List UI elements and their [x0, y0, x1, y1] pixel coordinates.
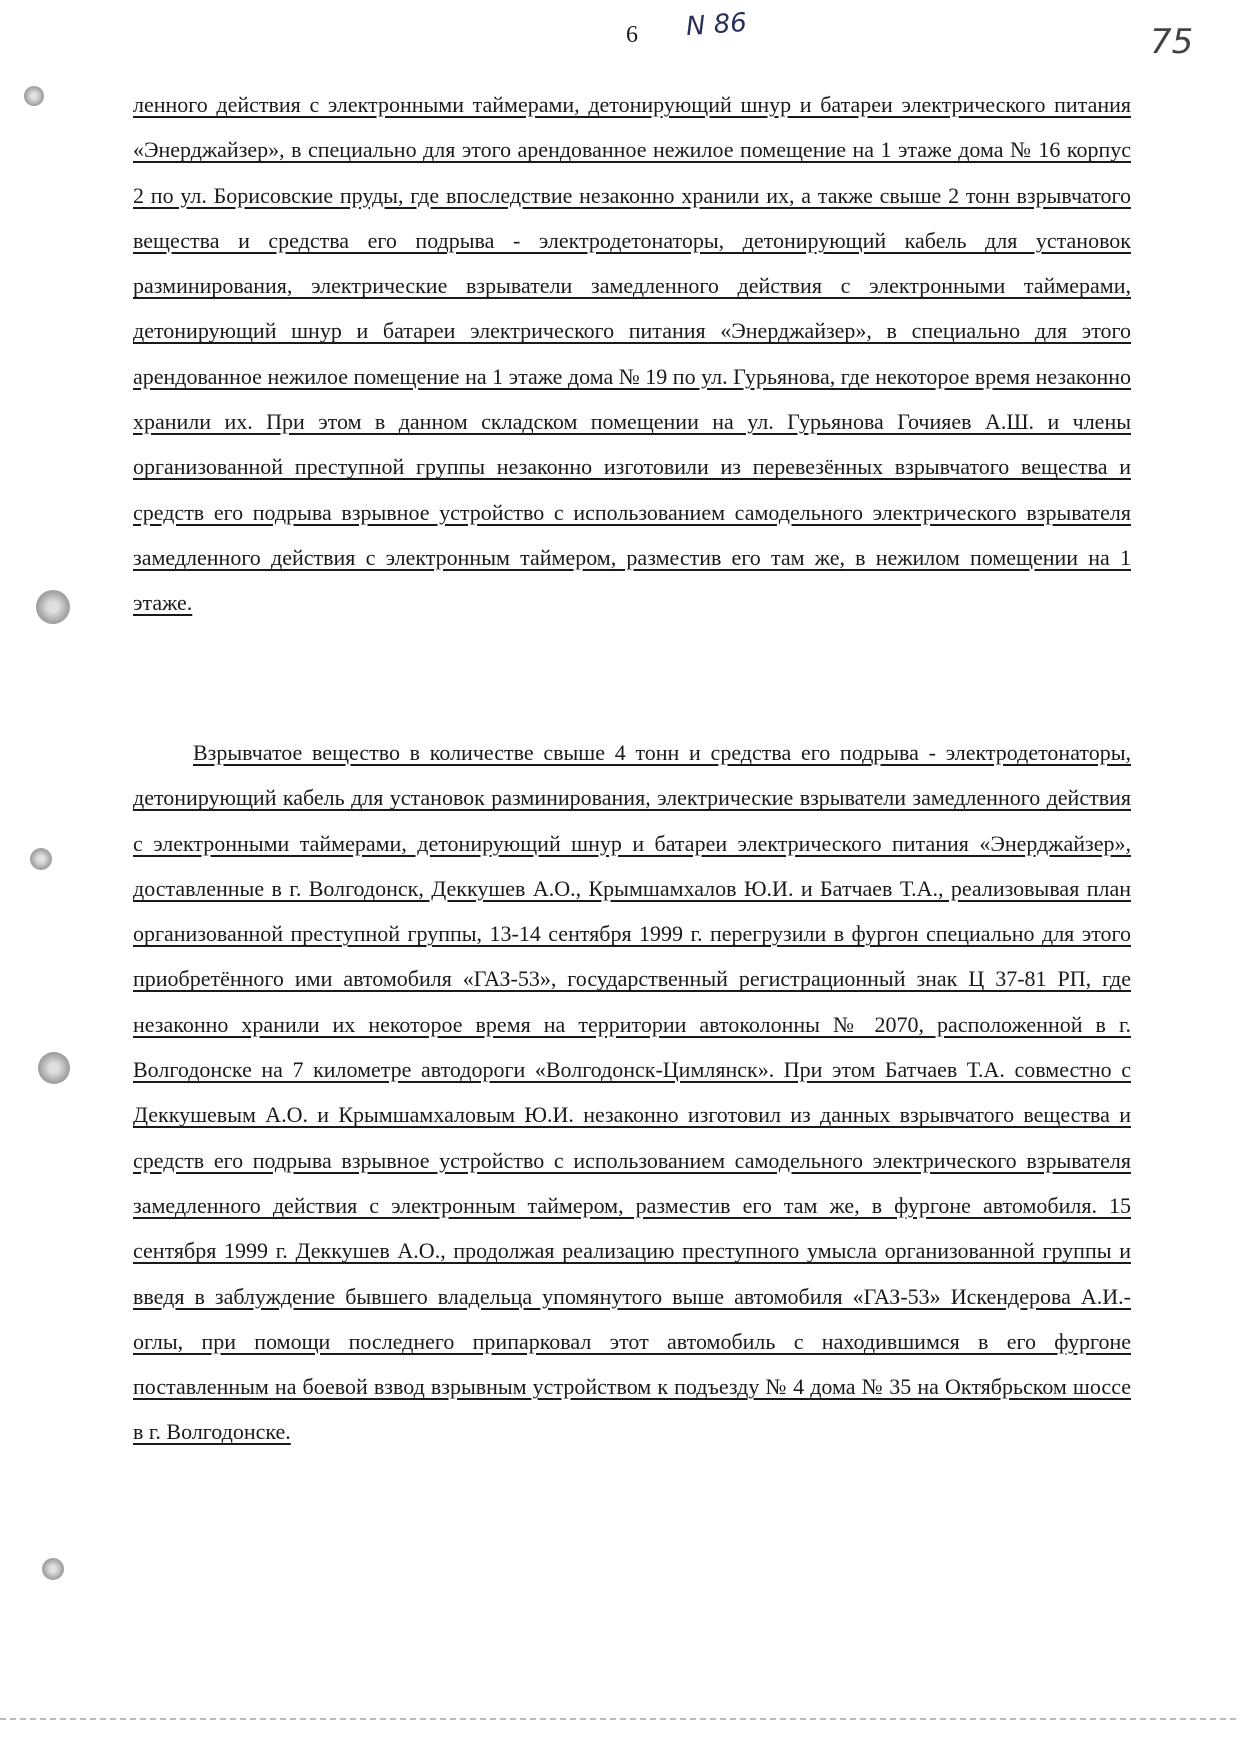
punch-hole-icon	[42, 1558, 64, 1580]
paragraph-volgodonsk: Взрывчатое вещество в количестве свыше 4 тонн и средства его подрыва - электродетонаторы, детонирующий кабель для установок разминирования, электрические взрыватели замедленного действия с электронными таймерами, детонирующий шнур и батареи электрического питания «Энерджайзер», доставленные в г. Волгодонск, Деккушев А.О., Крымшамхалов Ю.И. и Батчаев Т.А., реализовывая план организованной преступной группы, 13-14 сентября 1999 г. перегрузили в фургон специально для этого приобретённого ими автомобиля «ГАЗ-53», государственный регистрационный знак Ц 37-81 РП, где незаконно хранили их некоторое время на территории автоколонны № 2070, расположенной в г. Волгодонске на 7 километре автодороги «Волгодонск-Цимлянск». При этом Батчаев Т.А. совместно с Деккушевым А.О. и Крымшамхаловым Ю.И. незаконно изготовил из данных взрывчатого вещества и средств его подрыва взрывное устройство с использованием самодельного электрического взрывателя замедленного действия с электронным таймером, разместив его там же, в фургоне автомобиля. 15 сентября 1999 г. Деккушев А.О., продолжая реализацию преступного умысла организованной группы и введя в заблуждение бывшего владельца упомянутого выше автомобиля «ГАЗ-53» Искендерова А.И.-оглы, при помощи последнего припарковал этот автомобиль с находившимся в его фургоне поставленным на боевой взвод взрывным устройством к подъезду № 4 дома № 35 на Октябрьском шоссе в г. Волгодонске.	[133, 740, 1131, 1445]
handwritten-note: N 86	[685, 7, 748, 43]
handwritten-corner-mark: 75	[1150, 22, 1194, 62]
scan-edge-line	[0, 1718, 1240, 1720]
punch-hole-icon	[24, 86, 44, 106]
document-body-lower	[133, 730, 1131, 1455]
document-body-upper	[133, 82, 1131, 626]
punch-hole-icon	[30, 848, 52, 870]
punch-hole-icon	[36, 590, 70, 624]
page-number: 6	[626, 22, 638, 48]
paragraph-continuation: ленного действия с электронными таймерами, детонирующий шнур и батареи электрического питания «Энерджайзер», в специально для этого арендованное нежилое помещение на 1 этаже дома № 16 корпус 2 по ул. Борисовские пруды, где впоследствие незаконно хранили их, а также свыше 2 тонн взрывчатого вещества и средства его подрыва - электродетонаторы, детонирующий кабель для установок разминирования, электрические взрыватели замедленного действия с электронными таймерами, детонирующий шнур и батареи электрического питания «Энерджайзер», в специально для этого арендованное нежилое помещение на 1 этаже дома № 19 по ул. Гурьянова, где некоторое время незаконно хранили их. При этом в данном складском помещении на ул. Гурьянова Гочияев А.Ш. и члены организованной преступной группы незаконно изготовили из перевезённых взрывчатого вещества и средств его подрыва взрывное устройство с использованием самодельного электрического взрывателя замедленного действия с электронным таймером, разместив его там же, в нежилом помещении на 1 этаже.	[133, 92, 1131, 616]
punch-hole-icon	[38, 1052, 70, 1084]
